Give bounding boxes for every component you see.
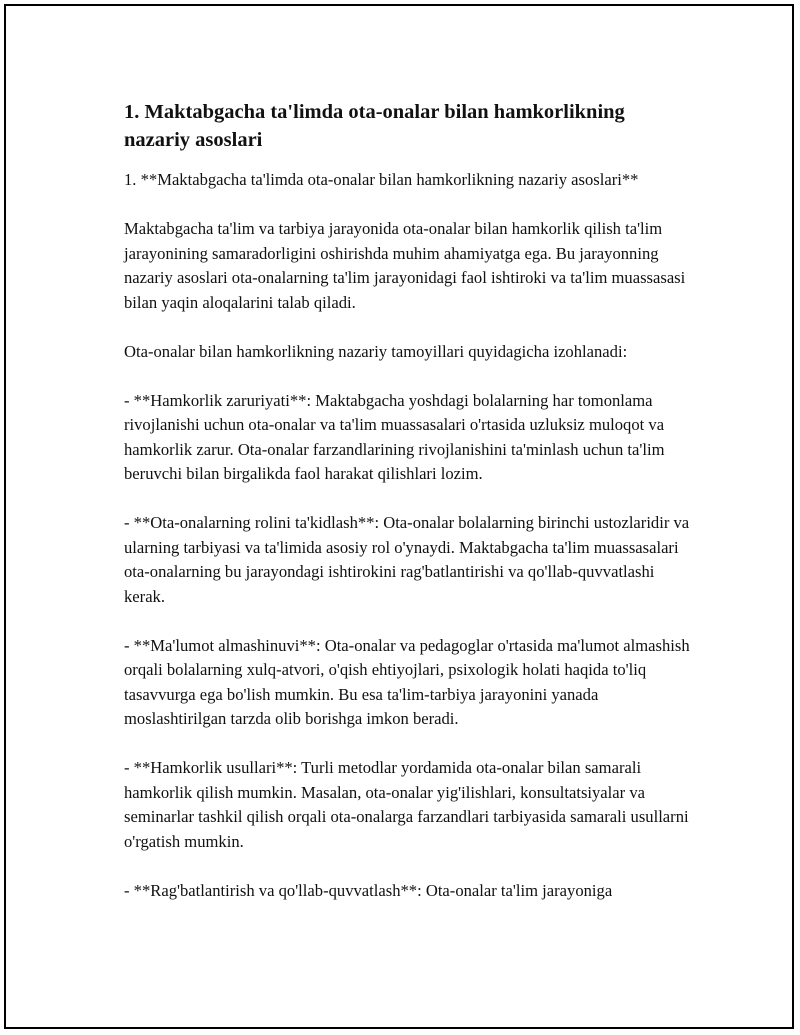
list-item-collaboration-necessity: - **Hamkorlik zaruriyati**: Maktabgacha yoshdagi bolalarning har tomonlama rivojlanishi uchun ota-onalar va ta'lim muassasalari o'rtasida uzluksiz muloqot va hamkorlik zarur. Ota-onalar farzandlarining rivojlanishini ta'minlash uchun ta'lim beruvchi bilan birgalikda faol harakat qilishlari lozim. [124,390,665,483]
subheading-paragraph: 1. **Maktabgacha ta'limda ota-onalar bilan hamkorlikning nazariy asoslari** [124,170,639,189]
principles-intro-paragraph: Ota-onalar bilan hamkorlikning nazariy tamoyillari quyidagicha izohlanadi: [124,341,628,361]
intro-paragraph: Maktabgacha ta'lim va tarbiya jarayonida ota-onalar bilan hamkorlik qilish ta'lim jarayonining samaradorligini oshirishda muhim ahamiyatga ega. Bu jarayonning nazariy asoslari ota-onalarning ta'lim jarayonidagi faol ishtiroki va ta'lim muassasasi bilan yaqin aloqalarini talab qiladi. [124,219,686,312]
document-content [124,98,694,928]
section-heading: 1. Maktabgacha ta'limda ota-onalar bilan hamkorlikning nazariy asoslari [124,101,625,151]
list-item-information-exchange: - **Ma'lumot almashinuvi**: Ota-onalar va pedagoglar o'rtasida ma'lumot almashish orqali bolalarning xulq-atvori, o'qish ehtiyojlari, psixologik holati haqida to'liq tasavvurga ega bo'lish mumkin. Bu esa ta'lim-tarbiya jarayonini yanada moslashtirilgan tarzda olib borishga imkon beradi. [124,635,690,728]
list-item-parents-role: - **Ota-onalarning rolini ta'kidlash**: Ota-onalar bolalarning birinchi ustozlaridir va ularning tarbiyasi va ta'limida asosiy rol o'ynaydi. Maktabgacha ta'lim muassasalari ota-onalarning bu jarayondagi ishtirokini rag'batlantirishi va qo'llab-quvvatlashi kerak. [124,513,690,606]
list-item-encouragement-support: - **Rag'batlantirish va qo'llab-quvvatlash**: Ota-onalar ta'lim jarayoniga [124,880,613,900]
page-frame [4,4,794,1029]
list-item-collaboration-methods: - **Hamkorlik usullari**: Turli metodlar yordamida ota-onalar bilan samarali hamkorlik qilish mumkin. Masalan, ota-onalar yig'ilishlari, konsultatsiyalar va seminarlar tashkil qilish orqali ota-onalarga farzandlari tarbiyasida samarali usullarni o'rgatish mumkin. [124,758,689,851]
